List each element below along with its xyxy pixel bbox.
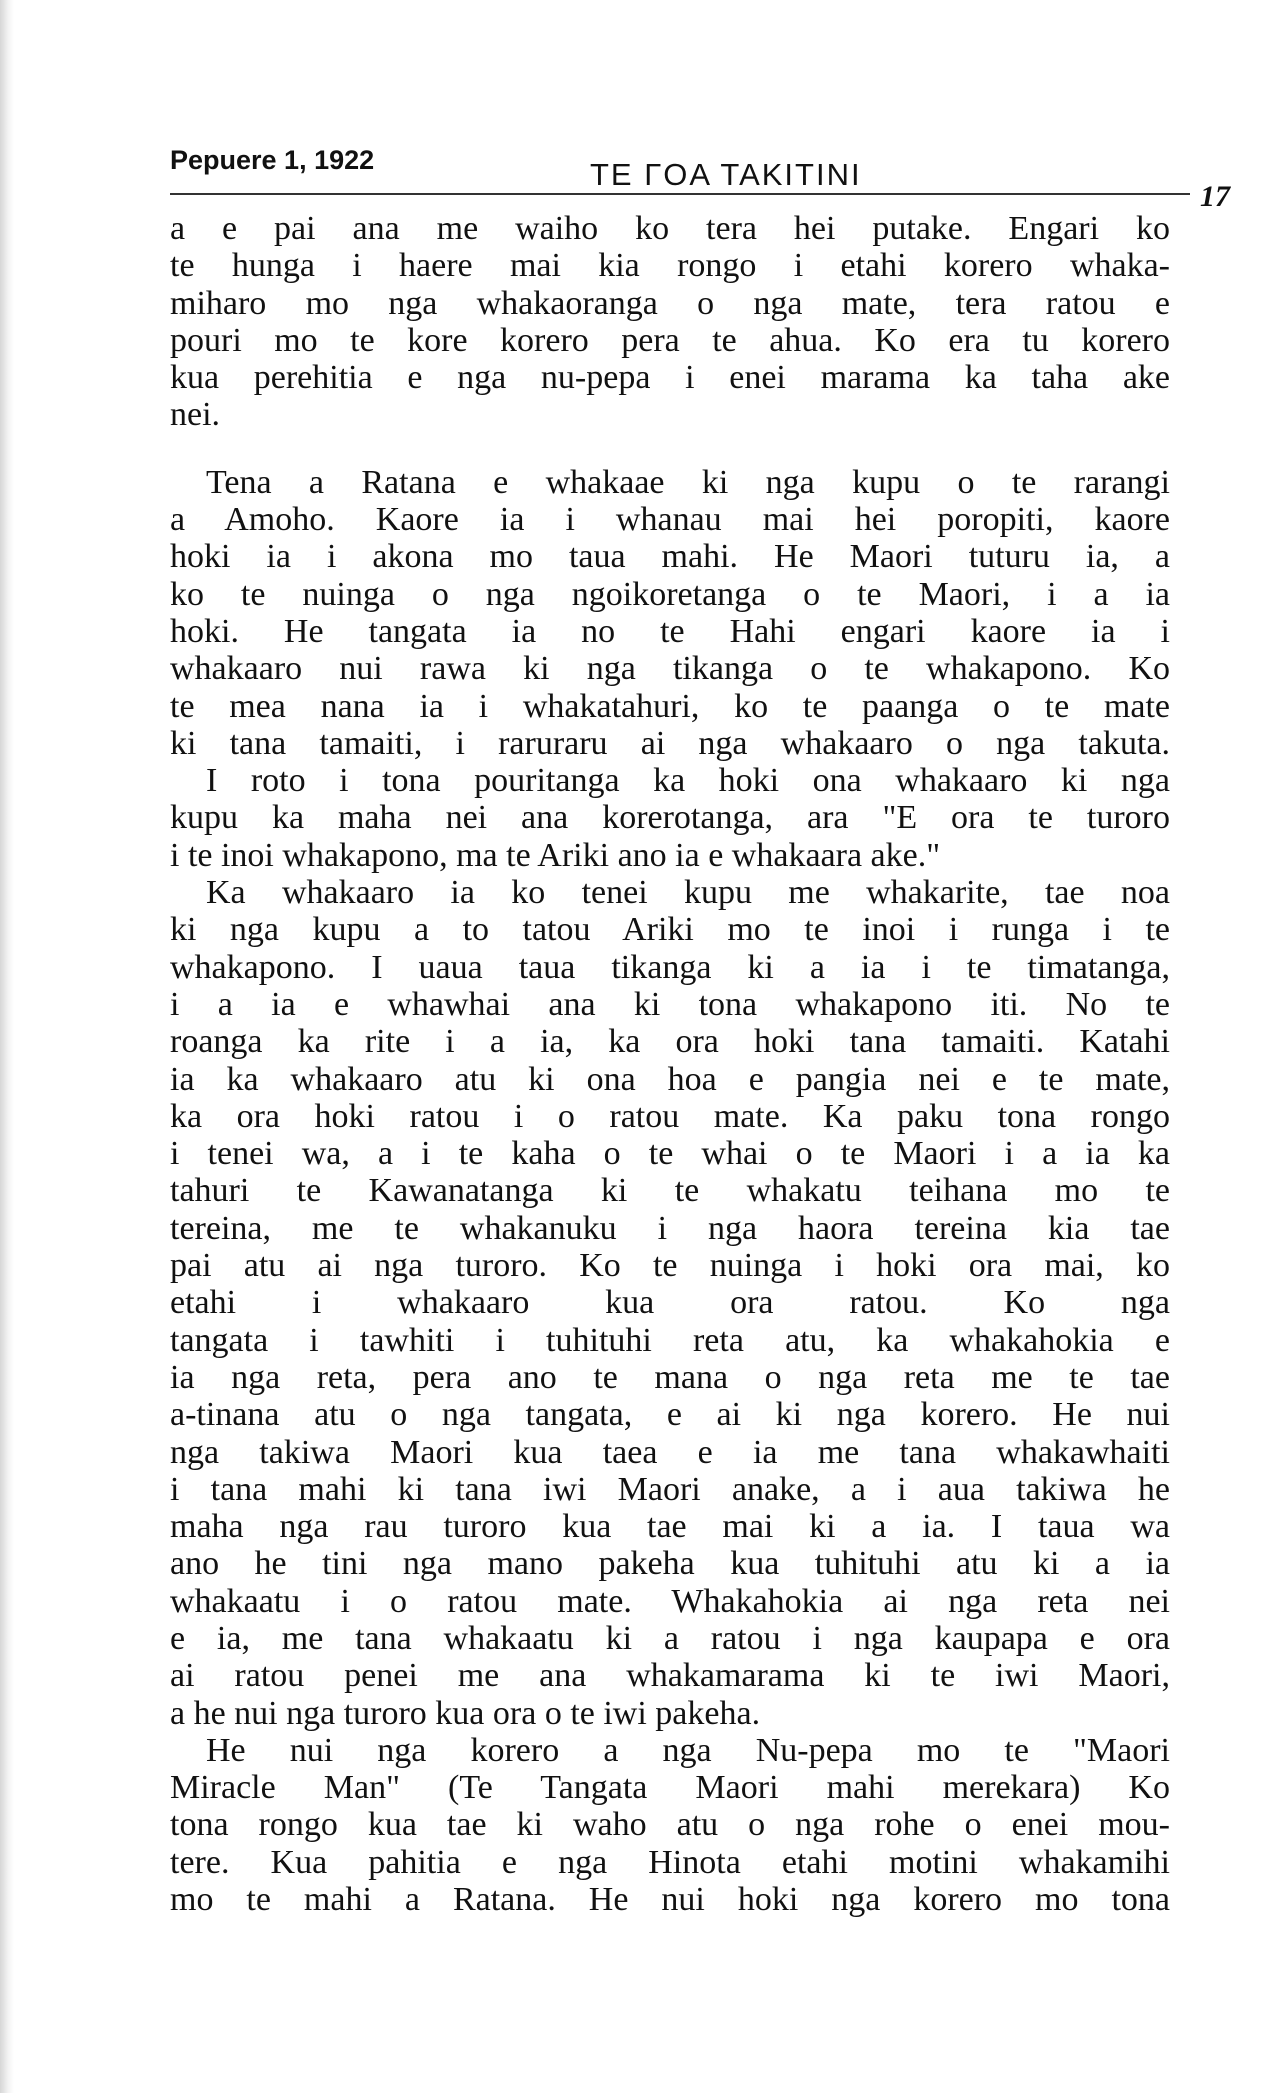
text-line: kua perehitia e nga nu-pepa i enei marama ka taha ake bbox=[170, 359, 1170, 397]
text-line: Ka whakaaro ia ko tenei kupu me whakarite, tae noa bbox=[206, 874, 1170, 912]
text-line: a Amoho. Kaore ia i whanau mai hei poropiti, kaore bbox=[170, 501, 1170, 539]
text-line: roanga ka rite i a ia, ka ora hoki tana tamaiti. Katahi bbox=[170, 1023, 1170, 1061]
text-line: maha nga rau turoro kua tae mai ki a ia. I taua wa bbox=[170, 1508, 1170, 1546]
text-line: nei. bbox=[170, 396, 221, 434]
text-line: ia ka whakaaro atu ki ona hoa e pangia nei e te mate, bbox=[170, 1060, 1170, 1098]
text-line: nga takiwa Maori kua taea e ia me tana whakawhaiti bbox=[170, 1433, 1170, 1471]
body-text bbox=[170, 210, 1170, 2050]
text-line: whakapono. I uaua taua tikanga ki a ia i te timatanga, bbox=[170, 948, 1170, 986]
text-line: tereina, me te whakanuku i nga haora tereina kia tae bbox=[170, 1209, 1170, 1247]
text-line: tahuri te Kawanatanga ki te whakatu teihana mo te bbox=[170, 1172, 1170, 1210]
text-line: i a ia e whawhai ana ki tona whakapono iti. No te bbox=[170, 985, 1170, 1023]
paragraph-4 bbox=[170, 1732, 1170, 1918]
text-line: tangata i tawhiti i tuhituhi reta atu, ka whakahokia e bbox=[170, 1321, 1170, 1359]
issue-date: Pepuere 1, 1922 bbox=[170, 145, 375, 175]
paragraph-1 bbox=[170, 210, 1170, 434]
text-line: hoki ia i akona mo taua mahi. He Maori tuturu ia, a bbox=[170, 538, 1170, 576]
text-line: etahi i whakaaro kua ora ratou. Ko nga bbox=[170, 1284, 1170, 1322]
text-line: i te inoi whakapono, ma te Ariki ano ia e whakaara ake." bbox=[170, 836, 941, 874]
text-line: ki tana tamaiti, i raruraru ai nga whakaaro o nga takuta. bbox=[170, 724, 1170, 762]
text-line: te hunga i haere mai kia rongo i etahi korero whaka- bbox=[170, 247, 1170, 285]
text-line: whakaatu i o ratou mate. Whakahokia ai nga reta nei bbox=[170, 1582, 1170, 1620]
paragraph-3 bbox=[170, 874, 1170, 1732]
header-rule bbox=[170, 193, 1190, 195]
text-line: ia nga reta, pera ano te mana o nga reta me te tae bbox=[170, 1358, 1170, 1396]
text-line: te mea nana ia i whakatahuri, ko te paanga o te mate bbox=[170, 687, 1170, 725]
text-line: hoki. He tangata ia no te Hahi engari kaore ia i bbox=[170, 612, 1170, 650]
text-line: e ia, me tana whakaatu ki a ratou i nga kaupapa e ora bbox=[170, 1619, 1170, 1657]
text-line: i tana mahi ki tana iwi Maori anake, a i aua takiwa he bbox=[170, 1470, 1170, 1508]
paragraph-2 bbox=[170, 464, 1170, 874]
text-line: a he nui nga turoro kua ora o te iwi pakeha. bbox=[170, 1694, 761, 1732]
text-line: a e pai ana me waiho ko tera hei putake. Engari ko bbox=[170, 210, 1170, 247]
text-line: tere. Kua pahitia e nga Hinota etahi motini whakamihi bbox=[170, 1843, 1170, 1881]
text-line: i tenei wa, a i te kaha o te whai o te Maori i a ia ka bbox=[170, 1135, 1170, 1173]
text-line: ki nga kupu a to tatou Ariki mo te inoi i runga i te bbox=[170, 911, 1170, 949]
text-line: Miracle Man" (Te Tangata Maori mahi merekara) Ko bbox=[170, 1769, 1170, 1807]
text-line: ano he tini nga mano pakeha kua tuhituhi atu ki a ia bbox=[170, 1545, 1170, 1583]
text-line: miharo mo nga whakaoranga o nga mate, tera ratou e bbox=[170, 284, 1170, 322]
text-line: ka ora hoki ratou i o ratou mate. Ka paku tona rongo bbox=[170, 1097, 1170, 1135]
text-line: ko te nuinga o nga ngoikoretanga o te Maori, i a ia bbox=[170, 575, 1170, 613]
text-line: ai ratou penei me ana whakamarama ki te iwi Maori, bbox=[170, 1657, 1170, 1695]
text-line: I roto i tona pouritanga ka hoki ona whakaaro ki nga bbox=[206, 762, 1170, 800]
running-header bbox=[170, 135, 1230, 213]
text-line: tona rongo kua tae ki waho atu o nga rohe o enei mou- bbox=[170, 1806, 1170, 1844]
text-line: whakaaro nui rawa ki nga tikanga o te whakapono. Ko bbox=[170, 650, 1170, 688]
text-line: mo te mahi a Ratana. He nui hoki nga korero mo tona bbox=[170, 1881, 1170, 1919]
paragraph-gap bbox=[170, 434, 1170, 464]
text-line: pouri mo te kore korero pera te ahua. Ko era tu korero bbox=[170, 321, 1170, 359]
text-line: a-tinana atu o nga tangata, e ai ki nga korero. He nui bbox=[170, 1396, 1170, 1434]
text-line: kupu ka maha nei ana korerotanga, ara "E ora te turoro bbox=[170, 799, 1170, 837]
page-number: 17 bbox=[1200, 180, 1230, 213]
publication-title: TE ΓOA TAKITINI bbox=[590, 157, 862, 192]
text-line: He nui nga korero a nga Nu-pepa mo te "Maori bbox=[206, 1731, 1170, 1769]
page-edge bbox=[0, 0, 14, 2093]
text-line: pai atu ai nga turoro. Ko te nuinga i hoki ora mai, ko bbox=[170, 1247, 1170, 1285]
text-line: Tena a Ratana e whakaae ki nga kupu o te rarangi bbox=[206, 463, 1170, 501]
